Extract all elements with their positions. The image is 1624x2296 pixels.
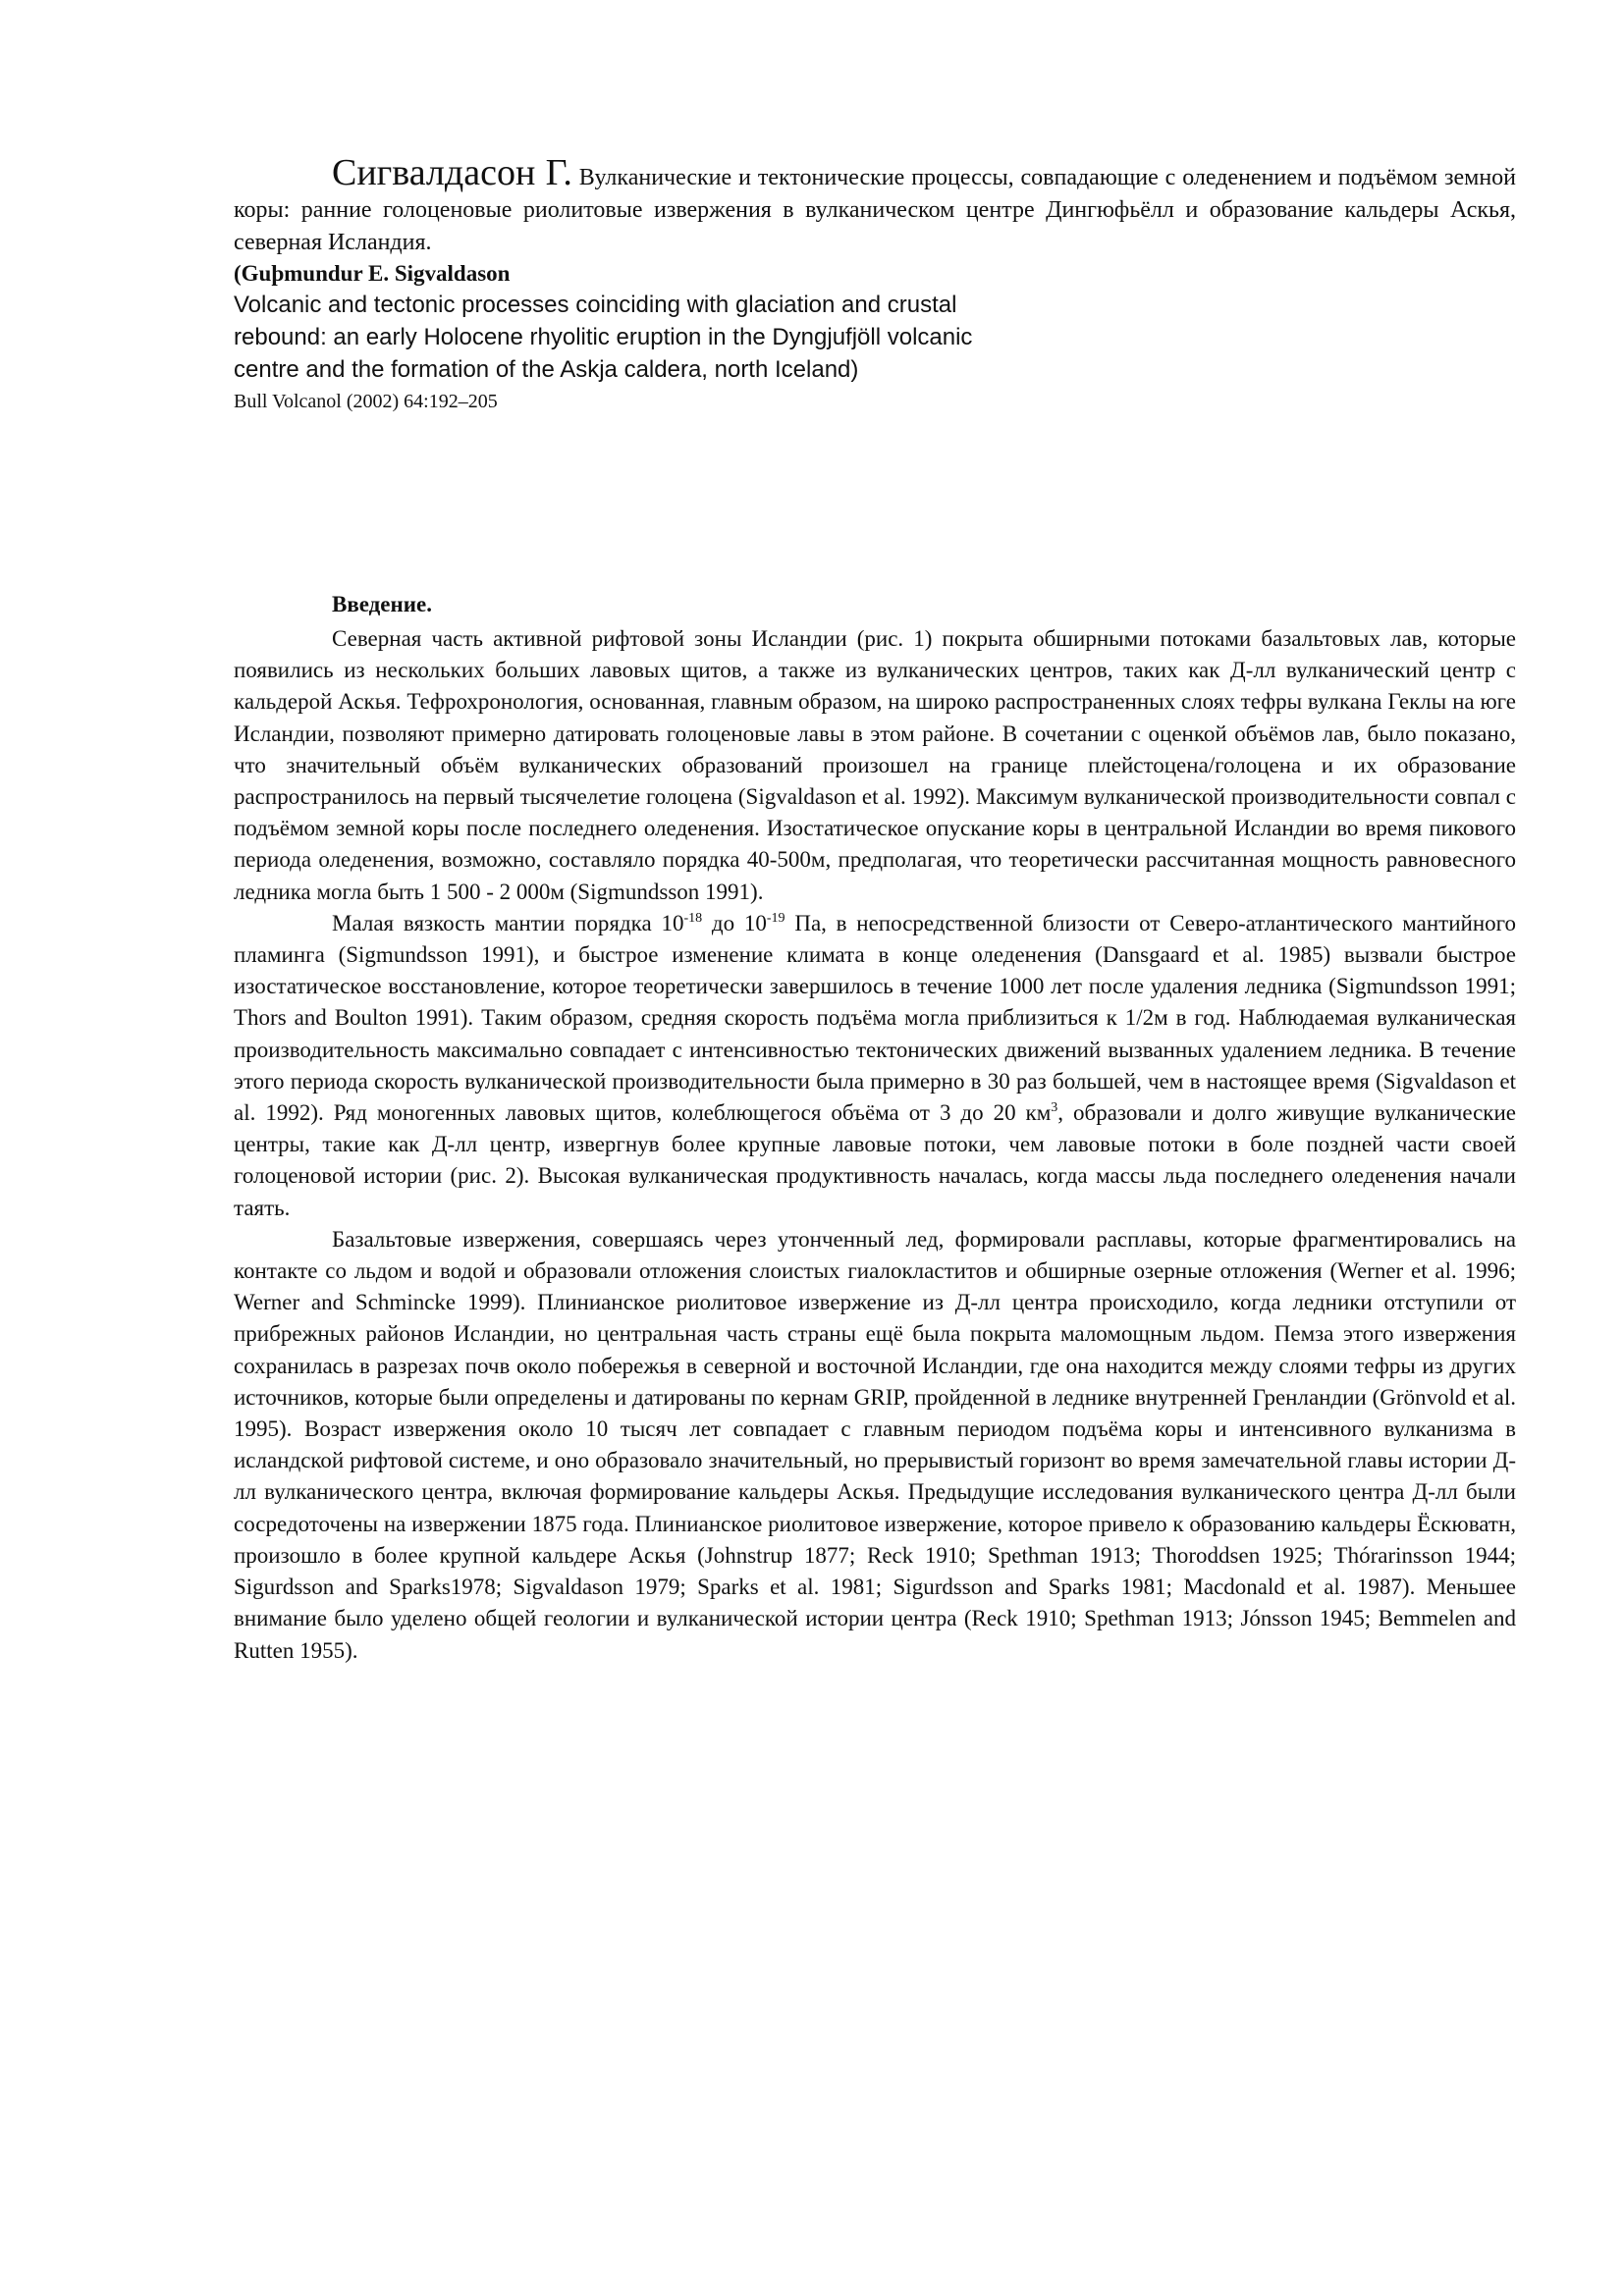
russian-title-block: [234, 152, 1517, 259]
document-page: [234, 152, 1517, 1667]
original-title-line-3: centre and the formation of the Askja caldera, north Iceland): [234, 356, 859, 383]
p2-text-c: Па, в непосредственной близости от Северо-атлантического мантийного пламинга (Sigmundsson 1991), и быстрое изменение климата в конце оледенения (Dansgaard et al. 1985) вызвали быстрое изостатическое восстановление, которое теоретически завершилось в течение 1000 лет после удаления ледника (Sigmundsson 1991; Thors and Boulton 1991). Таким образом, средняя скорость подъёма могла приблизиться к 1/2м в год. Наблюдаемая вулканическая производительность максимально совпадает с интенсивностью тектонических движений вызванных удалением ледника. В течение этого периода скорость вулканической производительности была примерно в 30 раз большей, чем в настоящее время (Sigvaldason et al. 1992). Ряд моногенных лавовых щитов, колеблющегося объёма от 3 до 20 км: [234, 910, 1517, 1126]
exponent-19: -19: [766, 910, 785, 926]
title-ru: Вулканические и тектонические процессы, совпадающие с оледенением и подъёмом земной коры: ранние голоценовые риолитовые извержения в вулканическом центре Дингюфьёлл и образование кальдеры Аскья, северная Исландия.: [234, 165, 1517, 255]
author-name-ru: Сигвалдасон Г.: [332, 152, 572, 193]
original-title: [234, 289, 1516, 386]
cubic-exponent: 3: [1051, 1100, 1058, 1116]
intro-paragraph-3: Базальтовые извержения, совершаясь через утонченный лед, формировали расплавы, которые фрагментировались на контакте со льдом и водой и образовали отложения слоистых гиалокластитов и обширные озерные отложения (Werner et al. 1996; Werner and Schmincke 1999). Плинианское риолитовое извержение из Д-лл центра происходило, когда ледники отступили от прибрежных районов Исландии, но центральная часть страны ещё была покрыта маломощным льдом. Пемза этого извержения сохранилась в разрезах почв около побережья в северной и восточной Исландии, где она находится между слоями тефры из других источников, которые были определены и датированы по кернам GRIP, пройденной в леднике внутренней Гренландии (Grönvold et al. 1995). Возраст извержения около 10 тысяч лет совпадает с главным периодом подъёма коры и интенсивного вулканизма в исландской рифтовой системе, и оно образовало значительный, но прерывистый горизонт во время замечательной главы истории Д-лл вулканического центра, включая формирование кальдеры Аскья. Предыдущие исследования вулканического центра Д-лл были сосредоточены на извержении 1875 года. Плинианское риолитовое извержение, которое привело к образованию кальдеры Ёскюватн, произошло в более крупной кальдере Аскья (Johnstrup 1877; Reck 1910; Spethman 1913; Thoroddsen 1925; Thórarinsson 1944; Sigurdsson and Sparks1978; Sigvaldason 1979; Sparks et al. 1981; Sigurdsson and Sparks 1981; Macdonald et al. 1987). Меньшее внимание было уделено общей геологии и вулканической истории центра (Reck 1910; Spethman 1913; Jónsson 1945; Bemmelen and Rutten 1955).: [234, 1226, 1516, 1663]
p2-text-a: Малая вязкость мантии порядка 10: [332, 910, 684, 935]
original-author: (Guþmundur E. Sigvaldason: [234, 261, 511, 286]
exponent-18: -18: [683, 910, 703, 926]
p2-text-d: , образовали и долго живущие вулканические центры, такие как Д-лл центр, извергнув более крупные лавовые потоки, чем лавовые потоки в боле поздней части своей голоценовой истории (рис. 2). Высокая вулканическая продуктивность началась, когда массы льда последнего оледенения начали таять.: [234, 1100, 1517, 1220]
intro-paragraph-2: [234, 908, 1516, 1224]
p2-text-b: до 10: [702, 910, 767, 935]
original-title-line-2: rebound: an early Holocene rhyolitic eruption in the Dyngjufjöll volcanic: [234, 324, 973, 350]
intro-paragraph-1: Северная часть активной рифтовой зоны Исландии (рис. 1) покрыта обширными потоками базальтовых лав, которые появились из нескольких больших лавовых щитов, а также из вулканических центров, таких как Д-лл вулканический центр с кальдерой Аскья. Тефрохронология, основанная, главным образом, на широко распространенных слоях тефры вулкана Геклы на юге Исландии, позволяют примерно датировать голоценовые лавы в этом районе. В сочетании с оценкой объёмов лав, было показано, что значительный объём вулканических образований произошел на границе плейстоцена/голоцена и их образование распространилось на первый тысячелетие голоцена (Sigvaldason et al. 1992). Максимум вулканической производительности совпал с подъёмом земной коры после последнего оледенения. Изостатическое опускание коры в центральной Исландии во время пикового периода оледенения, возможно, составляло порядка 40-500м, предполагая, что теоретически рассчитанная мощность равновесного ледника могла быть 1 500 - 2 000м (Sigmundsson 1991).: [234, 626, 1516, 904]
journal-citation: Bull Volcanol (2002) 64:192–205: [234, 391, 498, 412]
section-heading-introduction: Введение.: [332, 592, 432, 616]
original-title-line-1: Volcanic and tectonic processes coinciding with glaciation and crustal: [234, 292, 957, 318]
